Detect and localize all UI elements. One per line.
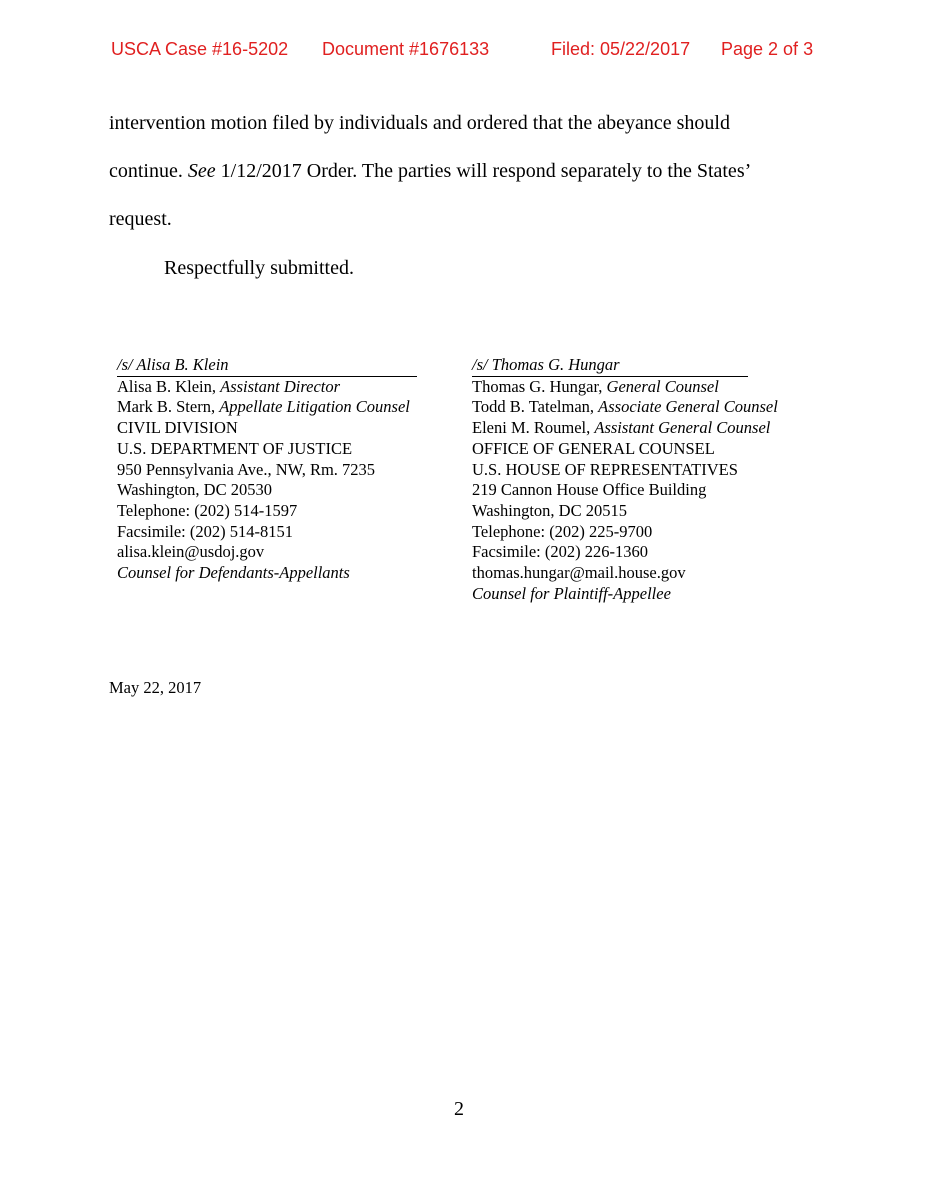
sig-left-line-6: Washington, DC 20530	[117, 480, 272, 500]
stamp-filed: Filed: 05/22/2017	[551, 39, 691, 59]
stamp-page: Page 2 of 3	[721, 39, 814, 59]
sig-right-line-2: Todd B. Tatelman, Associate General Counsel	[472, 397, 778, 417]
sig-left-line-4: U.S. DEPARTMENT OF JUSTICE	[117, 438, 353, 458]
sig-right-line-4: OFFICE OF GENERAL COUNSEL	[472, 438, 715, 458]
sig-left-counsel-for: Counsel for Defendants-Appellants	[117, 563, 350, 583]
body-line-1: intervention motion filed by individuals and ordered that the abeyance should	[109, 112, 730, 134]
sig-right-line-3: Eleni M. Roumel, Assistant General Counsel	[472, 418, 771, 438]
sig-right-line-5: U.S. HOUSE OF REPRESENTATIVES	[472, 459, 738, 479]
signature-left: /s/ Alisa B. Klein	[117, 355, 417, 377]
sig-right-line-1: Thomas G. Hungar, General Counsel	[472, 376, 719, 396]
sig-right-email: thomas.hungar@mail.house.gov	[472, 563, 686, 583]
sig-left-line-3: CIVIL DIVISION	[117, 418, 238, 438]
stamp-case: USCA Case #16-5202	[111, 39, 289, 59]
sig-left-email: alisa.klein@usdoj.gov	[117, 542, 265, 562]
page-number: 2	[454, 1098, 464, 1120]
date: May 22, 2017	[109, 678, 202, 697]
body-line-2-a: continue.	[109, 160, 188, 182]
sig-left-line-2: Mark B. Stern, Appellate Litigation Counsel	[117, 397, 410, 417]
sig-right-line-8: Telephone: (202) 225-9700	[472, 521, 653, 541]
sig-left-line-5: 950 Pennsylvania Ave., NW, Rm. 7235	[117, 459, 376, 479]
signature-block-right	[472, 355, 778, 604]
sig-right-line-9: Facsimile: (202) 226-1360	[472, 542, 648, 562]
signature-right: /s/ Thomas G. Hungar	[472, 355, 748, 377]
body-line-2-b: 1/12/2017 Order. The parties will respond separately to the States’	[215, 160, 752, 182]
sig-right-counsel-for: Counsel for Plaintiff-Appellee	[472, 583, 671, 603]
stamp-document: Document #1676133	[322, 39, 490, 59]
sig-left-line-7: Telephone: (202) 514-1597	[117, 500, 298, 520]
body-line-2	[109, 160, 751, 183]
sig-right-line-7: Washington, DC 20515	[472, 500, 627, 520]
sig-left-line-8: Facsimile: (202) 514-8151	[117, 521, 293, 541]
signature-block-left	[117, 355, 417, 584]
sig-right-line-6: 219 Cannon House Office Building	[472, 480, 707, 500]
body-line-2-see: See	[187, 160, 216, 182]
body-line-3: request.	[109, 208, 172, 230]
sig-left-line-1: Alisa B. Klein, Assistant Director	[117, 376, 341, 396]
closing: Respectfully submitted.	[164, 257, 354, 279]
